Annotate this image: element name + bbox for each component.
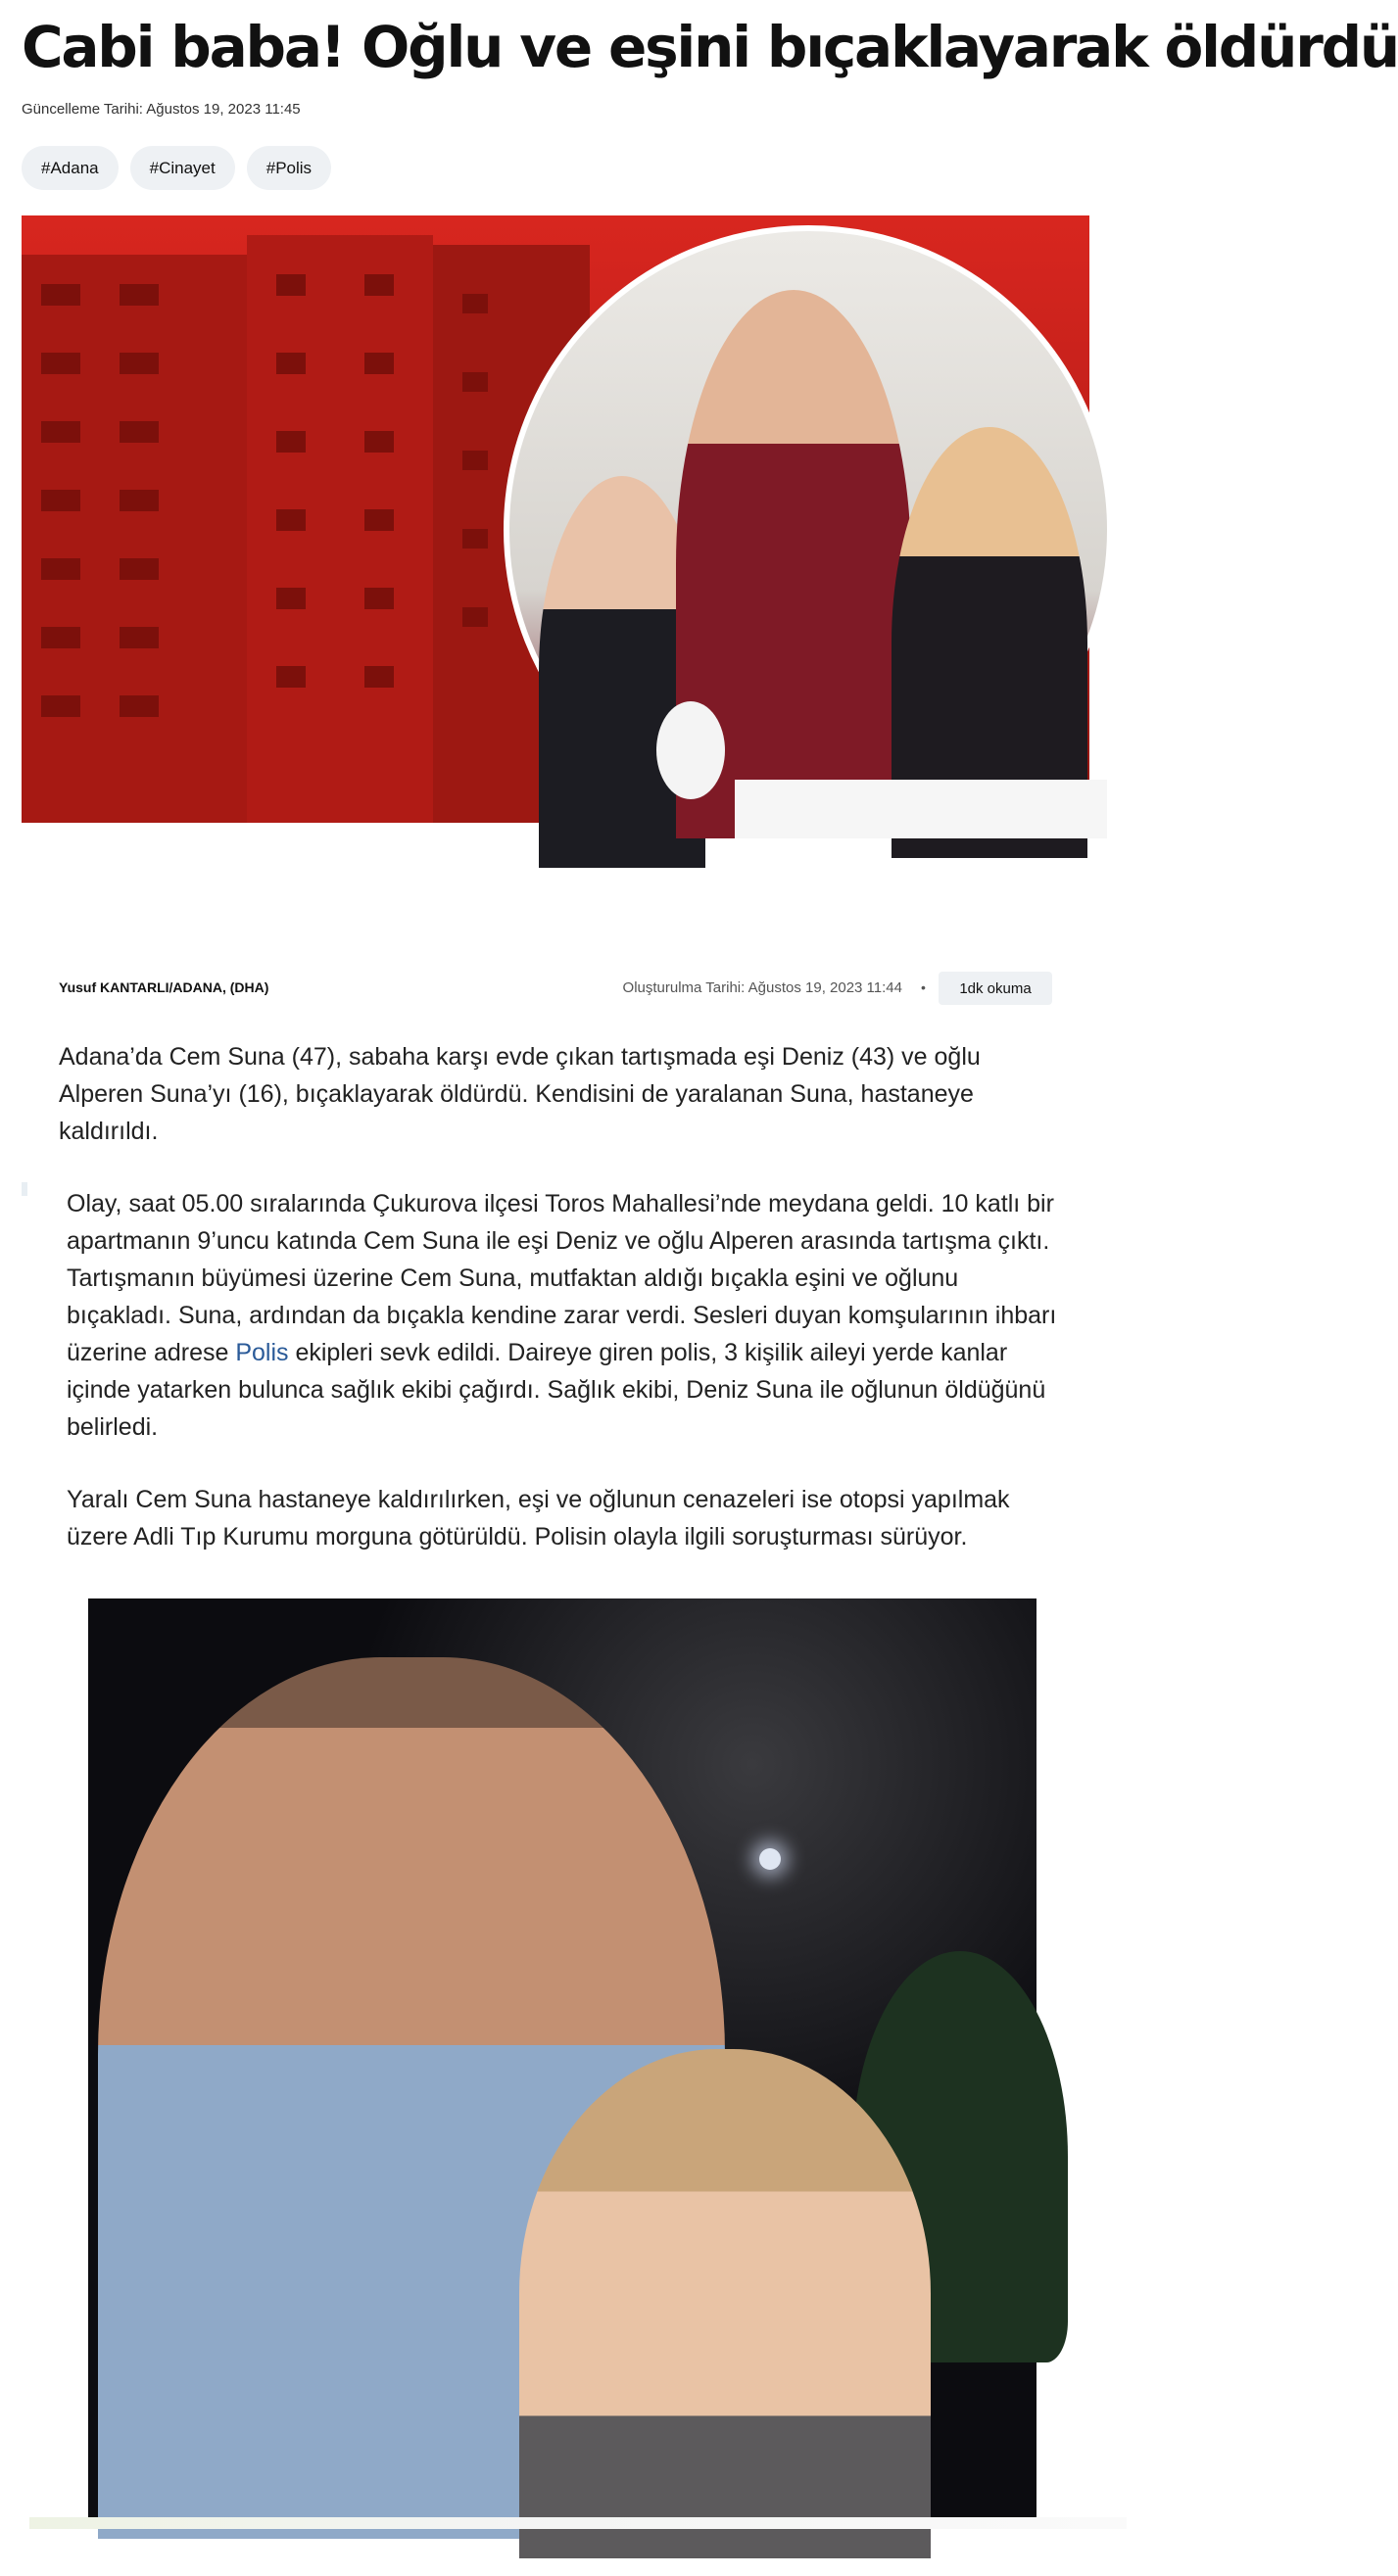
paragraph-marker [22,1182,27,1196]
building-left [22,255,247,823]
couple-photo [88,1598,1036,2519]
article-title: Cabi baba! Oğlu ve eşini bıçaklayarak öldürdü [22,14,1398,80]
bottom-scroll-bar [29,2517,1127,2529]
article-paragraph-2: Yaralı Cem Suna hastaneye kaldırılırken, eşi ve oğlunun cenazeleri ise otopsi yapılmak üzere Adli Tıp Kurumu morguna götürüldü. Polisin olayla ilgili soruşturması sürüyor. [67,1486,1010,1550]
tag-list [22,146,331,190]
read-time-badge: 1dk okuma [939,972,1052,1005]
polis-tag-link[interactable]: Polis [235,1339,289,1366]
updated-date: Güncelleme Tarihi: Ağustos 19, 2023 11:45 [22,101,301,118]
tag-polis[interactable]: #Polis [247,146,331,190]
article-paragraph-1 [67,1185,1066,1446]
snowman-ornament [656,701,725,799]
created-date: Oluşturulma Tarihi: Ağustos 19, 2023 11:44 [622,979,902,996]
tag-cinayet[interactable]: #Cinayet [130,146,235,190]
meta-separator: • [921,979,926,995]
hero-image [22,215,1089,815]
author-byline: Yusuf KANTARLI/ADANA, (DHA) [59,979,269,995]
snow-ground [735,780,1107,838]
paragraph-1-text-start: Olay, saat 05.00 sıralarında Çukurova ilçesi Toros Mahallesi’nde meydana geldi. 10 katlı bir apartmanın 9’uncu katında Cem Suna ile eşi Deniz ve oğlu Alperen arasında tartışma çıktı. Tartışmanın büyümesi üzerine Cem Suna, mutfaktan aldığı bıçakla eşini ve oğlunu bıçakladı. Suna, ardından da bıçakla kendine zarar verdi. Sesleri duyan komşularının ihbarı üzerine adrese [67,1190,1057,1366]
family-portrait [504,225,1113,835]
paragraph-1-text-end: ekipleri sevk edildi. Daireye giren polis, 3 kişilik aileyi yerde kanlar içinde yatarken bulunca sağlık ekibi çağırdı. Sağlık ekibi, Deniz Suna ile oğlunun öldüğünü belirledi. [67,1339,1046,1441]
tag-adana[interactable]: #Adana [22,146,119,190]
street-light [759,1848,781,1870]
woman-in-photo [519,2049,931,2558]
building-center [247,235,433,823]
article-lead: Adana’da Cem Suna (47), sabaha karşı evde çıkan tartışmada eşi Deniz (43) ve oğlu Alperen Suna’yı (16), bıçaklayarak öldürdü. Kendisini de yaralanan Suna, hastaneye kaldırıldı. [59,1043,981,1145]
